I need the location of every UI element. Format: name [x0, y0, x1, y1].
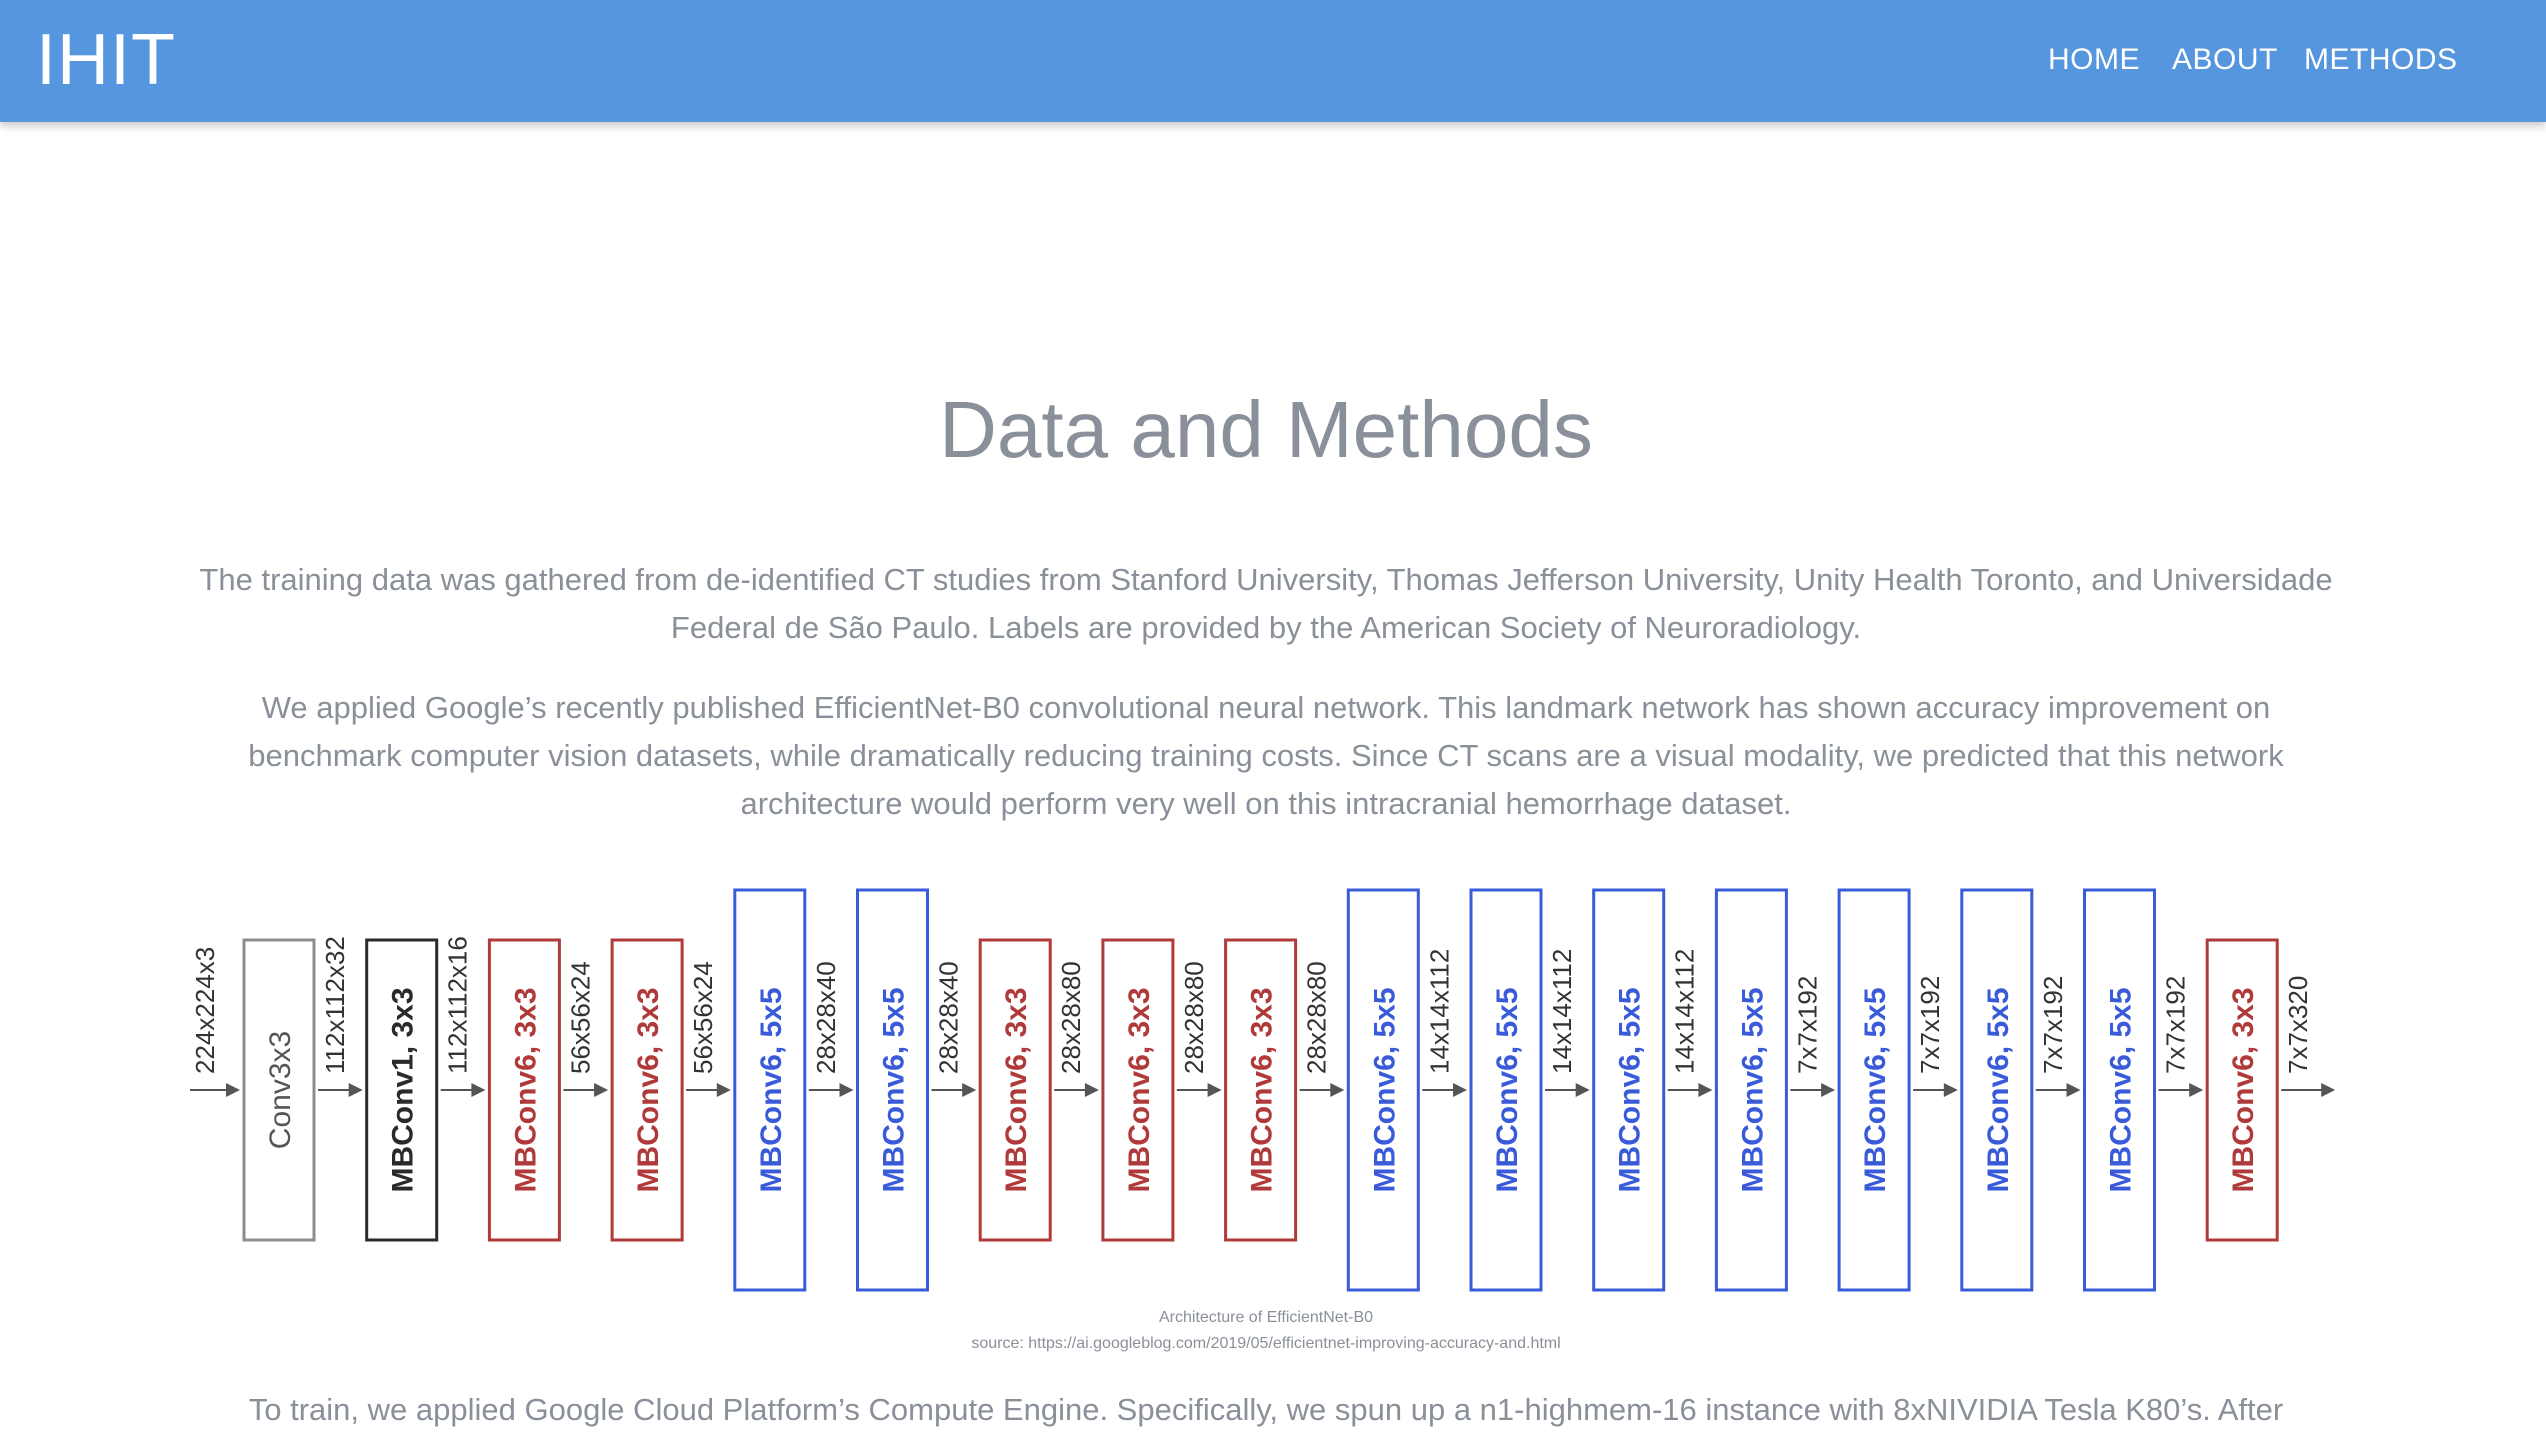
arrow-head-3	[717, 1083, 731, 1097]
nav-link-methods[interactable]: METHODS	[2304, 43, 2458, 76]
output-shape-label-4: 28x28x40	[810, 961, 841, 1074]
nav-link-about[interactable]: ABOUT	[2172, 43, 2278, 76]
arrow-head-7	[1208, 1083, 1222, 1097]
arrow-head-12	[1821, 1083, 1835, 1097]
layer-label-0: Conv3x3	[264, 1030, 297, 1150]
output-shape-label-0: 112x112x32	[320, 936, 350, 1074]
model-paragraph: We applied Google’s recently published EfficientNet-B0 convolutional neural network. This landmark network has shown accuracy improvement on benchmark computer vision datasets, while dramatically reducing training costs. Since CT scans are a visual modality, we predicted that this network architecture would perform very well on this intracranial hemorrhage dataset.	[248, 690, 2284, 821]
layer-label-3: MBConv6, 3x3	[632, 987, 666, 1193]
layer-label-6: MBConv6, 3x3	[1000, 987, 1034, 1193]
brand-logo[interactable]: IHIT	[36, 20, 176, 100]
arrow-head-4	[840, 1083, 854, 1097]
layer-label-10: MBConv6, 5x5	[1491, 987, 1524, 1193]
layer-label-5: MBConv6, 5x5	[877, 987, 911, 1193]
figure-source: source: https://ai.googleblog.com/2019/05/efficientnet-improving-accuracy-and.html	[971, 1335, 1561, 1352]
layer-label-14: MBConv6, 5x5	[1981, 987, 2015, 1193]
arrow-head-5	[962, 1083, 976, 1097]
arrow-head-10	[1576, 1083, 1590, 1097]
arrow-head-15	[2189, 1083, 2203, 1097]
efficientnet-architecture-diagram	[180, 880, 2360, 1300]
output-shape-label-8: 28x28x80	[1301, 961, 1332, 1074]
output-shape-label-11: 14x14x112	[1669, 948, 1700, 1074]
arrow-head-13	[1944, 1083, 1958, 1097]
data-source-paragraph: The training data was gathered from de-identified CT studies from Stanford University, Thomas Jefferson University, Unity Health Toronto, and Universidade Federal de São Paulo. Labels are provided by the American Society of Neuroradiology.	[199, 562, 2333, 645]
arrow-head-11	[1698, 1083, 1712, 1097]
arrow-head-0	[349, 1083, 363, 1097]
layer-label-11: MBConv6, 5x5	[1613, 987, 1647, 1193]
layer-label-12: MBConv6, 5x5	[1736, 987, 1770, 1193]
figure-caption: Architecture of EfficientNet-B0	[1158, 1309, 1374, 1326]
arrow-head-2	[594, 1083, 608, 1097]
output-shape-label-2: 56x56x24	[565, 961, 596, 1074]
output-shape-label-12: 7x7x192	[1792, 975, 1823, 1074]
input-shape-label: 224x224x3	[190, 946, 220, 1074]
layer-label-1: MBConv1, 3x3	[386, 987, 420, 1193]
output-shape-label-5: 28x28x40	[933, 961, 964, 1074]
arrow-head-14	[2067, 1083, 2081, 1097]
output-shape-label-7: 28x28x80	[1178, 961, 1209, 1074]
top-navbar	[0, 0, 2546, 122]
layer-label-16: MBConv6, 3x3	[2227, 987, 2261, 1193]
output-shape-label-3: 56x56x24	[688, 961, 719, 1074]
training-paragraph: To train, we applied Google Cloud Platform’s Compute Engine. Specifically, we spun up a n1-highmem-16 instance with 8xNIVIDIA Tesla K80’s. After	[248, 1392, 2284, 1427]
output-shape-label-9: 14x14x112	[1424, 948, 1455, 1074]
arrow-head-16	[2321, 1083, 2335, 1097]
output-shape-label-13: 7x7x192	[1915, 975, 1946, 1074]
page-title: Data and Methods	[939, 385, 1593, 474]
output-shape-label-14: 7x7x192	[2037, 975, 2068, 1074]
arrow-head-input	[226, 1083, 240, 1097]
output-shape-label-6: 28x28x80	[1056, 961, 1087, 1074]
output-shape-label-15: 7x7x192	[2160, 975, 2191, 1074]
nav-link-home[interactable]: HOME	[2048, 43, 2140, 76]
output-shape-label-10: 14x14x112	[1547, 948, 1577, 1074]
layer-label-7: MBConv6, 3x3	[1122, 987, 1156, 1193]
layer-label-2: MBConv6, 3x3	[509, 987, 543, 1193]
layer-label-4: MBConv6, 5x5	[754, 987, 788, 1193]
layer-label-15: MBConv6, 5x5	[2104, 987, 2138, 1193]
layer-label-9: MBConv6, 5x5	[1368, 987, 1402, 1193]
arrow-head-8	[1330, 1083, 1344, 1097]
arrow-head-1	[471, 1083, 485, 1097]
layer-label-13: MBConv6, 5x5	[1859, 987, 1893, 1193]
layer-label-8: MBConv6, 3x3	[1245, 987, 1279, 1193]
output-shape-label-16: 7x7x320	[2283, 975, 2314, 1074]
output-shape-label-1: 112x112x16	[442, 936, 473, 1074]
arrow-head-6	[1085, 1083, 1099, 1097]
arrow-head-9	[1453, 1083, 1467, 1097]
